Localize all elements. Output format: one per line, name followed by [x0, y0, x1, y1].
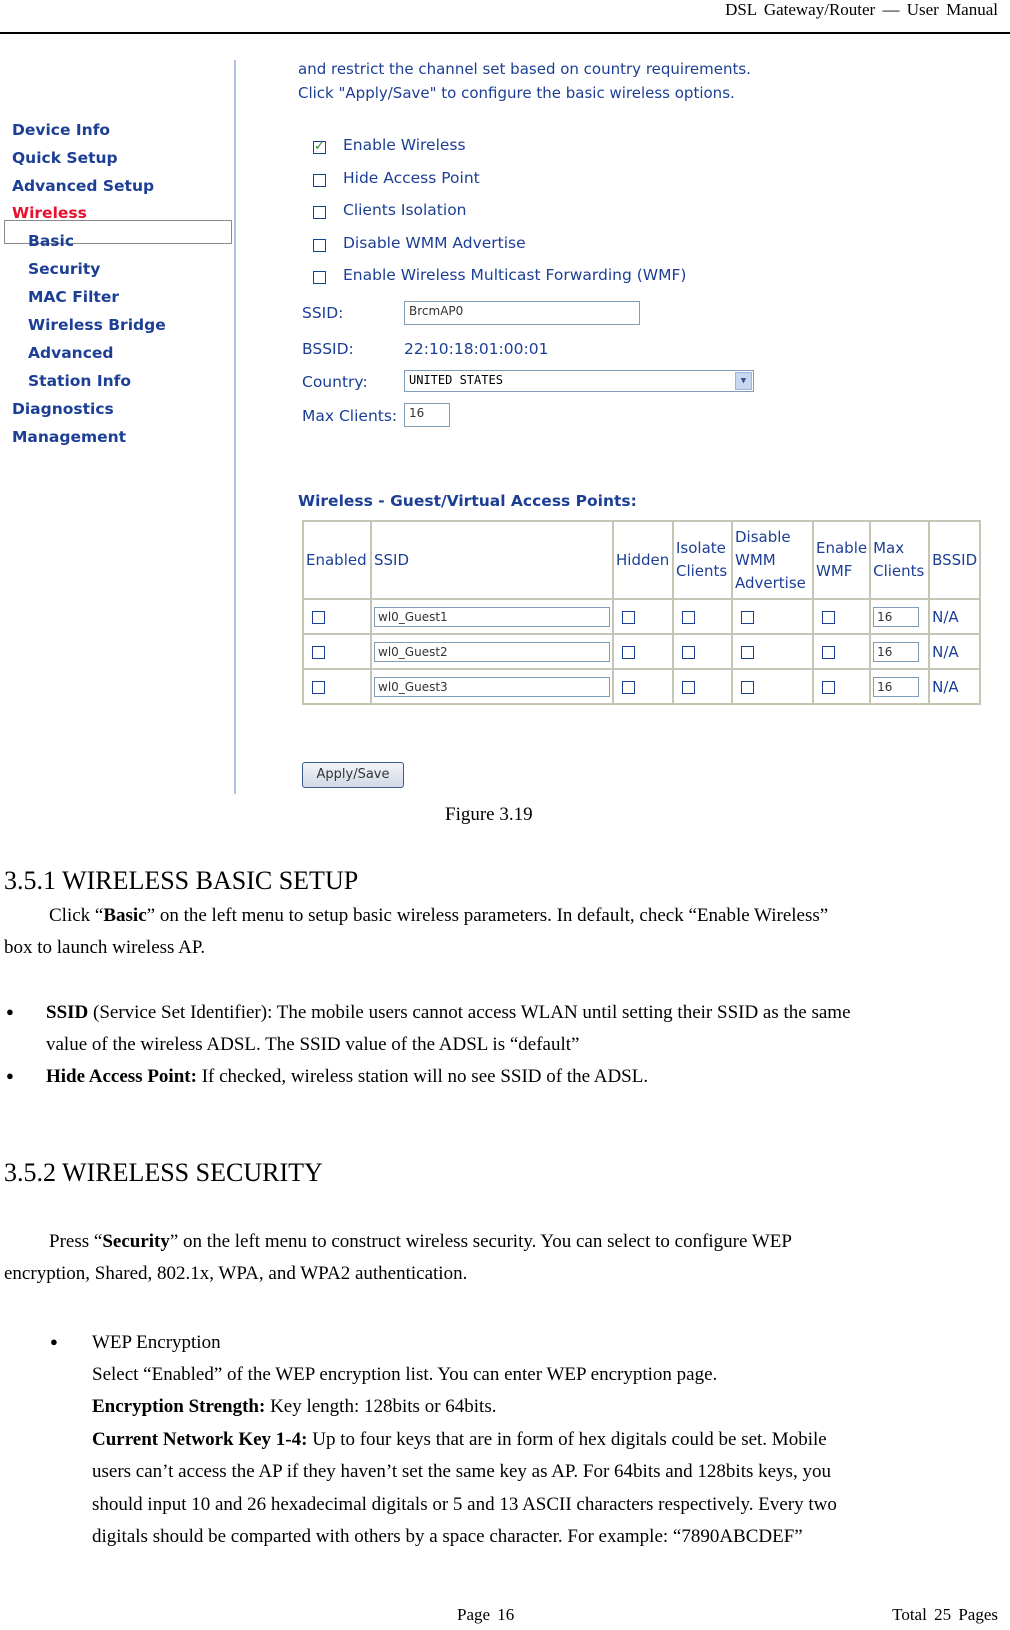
- row1-enabled-checkbox[interactable]: [312, 611, 325, 624]
- page-header: [0, 0, 1010, 34]
- row3-bssid: N/A: [929, 669, 980, 704]
- row1-isolate-checkbox[interactable]: [682, 611, 695, 624]
- row1-hidden-checkbox[interactable]: [622, 611, 635, 624]
- bssid-value: 22:10:18:01:00:01: [404, 340, 549, 358]
- enabled-cell: [303, 634, 371, 669]
- bullet-bold: Encryption Strength:: [92, 1396, 266, 1417]
- disable-wmm-cell: [732, 599, 813, 634]
- ssid-cell: [371, 669, 613, 704]
- nav-item-wireless-bridge[interactable]: Wireless Bridge: [28, 316, 166, 334]
- ssid-bullet: [46, 997, 851, 1029]
- section-heading-basic: 3.5.1 WIRELESS BASIC SETUP: [4, 866, 359, 895]
- table-header-row: [303, 521, 980, 599]
- wmf-cell: [813, 634, 870, 669]
- col-header-enabled: Enabled: [303, 521, 371, 599]
- para-text: Click “: [49, 905, 104, 926]
- row3-hidden-checkbox[interactable]: [622, 681, 635, 694]
- wep-title: WEP Encryption: [92, 1332, 221, 1353]
- nav-item-station-info[interactable]: Station Info: [28, 372, 132, 390]
- row2-wmf-checkbox[interactable]: [822, 646, 835, 659]
- security-paragraph-line2: encryption, Shared, 802.1x, WPA, and WPA2 authentication.: [4, 1263, 468, 1284]
- row1-disable-wmm-checkbox[interactable]: [741, 611, 754, 624]
- wep-strength: [92, 1391, 496, 1423]
- enable-wmf-label: Enable Wireless Multicast Forwarding (WMF): [343, 266, 687, 284]
- row2-hidden-checkbox[interactable]: [622, 646, 635, 659]
- col-header-isolate-clients: Isolate Clients: [673, 521, 732, 599]
- wep-key-line3: should input 10 and 26 hexadecimal digitals or 5 and 13 ASCII characters respectively. Every two: [92, 1494, 837, 1515]
- col-header-disable-wmm: Disable WMM Advertise: [732, 521, 813, 599]
- row1-ssid-input[interactable]: wl0_Guest1: [374, 607, 610, 627]
- chevron-down-icon[interactable]: ▼: [735, 372, 752, 390]
- disable-wmm-cell: [732, 634, 813, 669]
- nav-item-security[interactable]: Security: [28, 260, 101, 278]
- wep-key-line2: users can’t access the AP if they haven’t set the same key as AP. For 64bits and 128bits keys, you: [92, 1461, 831, 1482]
- col-header-bssid: BSSID: [929, 521, 980, 599]
- max-clients-input[interactable]: 16: [404, 403, 450, 427]
- wep-line1: Select “Enabled” of the WEP encryption list. You can enter WEP encryption page.: [92, 1364, 718, 1385]
- para-text: ” on the left menu to setup basic wireless parameters. In default, check “Enable Wireless”: [146, 905, 829, 926]
- bullet-icon: ●: [6, 1068, 14, 1083]
- max-cell: [870, 634, 929, 669]
- hidden-cell: [613, 599, 673, 634]
- bullet-icon: ●: [50, 1334, 58, 1349]
- basic-paragraph-line2: box to launch wireless AP.: [4, 937, 206, 958]
- nav-item-management[interactable]: Management: [12, 428, 127, 446]
- section-heading-security: 3.5.2 WIRELESS SECURITY: [4, 1158, 323, 1187]
- row3-wmf-checkbox[interactable]: [822, 681, 835, 694]
- bullet-bold: Current Network Key 1-4:: [92, 1429, 308, 1450]
- intro-text-line2: Click "Apply/Save" to configure the basic wireless options.: [298, 84, 735, 102]
- wep-key-line4: digitals should be comparted with others by a space character. For example: “7890ABCDEF”: [92, 1526, 803, 1547]
- clients-isolation-label: Clients Isolation: [343, 201, 467, 219]
- row1-wmf-checkbox[interactable]: [822, 611, 835, 624]
- wep-key: [92, 1424, 827, 1456]
- disable-wmm-label: Disable WMM Advertise: [343, 234, 526, 252]
- hide-ap-bullet: [46, 1061, 648, 1093]
- apply-save-button[interactable]: Apply/Save: [302, 762, 404, 788]
- table-row: [303, 634, 980, 669]
- enabled-cell: [303, 599, 371, 634]
- nav-item-mac-filter[interactable]: MAC Filter: [28, 288, 119, 306]
- bullet-text: If checked, wireless station will no see SSID of the ADSL.: [196, 1066, 649, 1087]
- col-header-max-clients: Max Clients: [870, 521, 929, 599]
- row3-max-clients-input[interactable]: 16: [873, 677, 919, 697]
- row3-disable-wmm-checkbox[interactable]: [741, 681, 754, 694]
- ssid-input[interactable]: BrcmAP0: [404, 301, 640, 325]
- row2-max-clients-input[interactable]: 16: [873, 642, 919, 662]
- para-bold: Basic: [103, 905, 147, 926]
- para-text: ” on the left menu to construct wireless security. You can select to configure WEP: [169, 1231, 792, 1252]
- para-bold: Security: [102, 1231, 170, 1252]
- wmf-cell: [813, 669, 870, 704]
- row3-ssid-input[interactable]: wl0_Guest3: [374, 677, 610, 697]
- clients-isolation-checkbox[interactable]: [313, 206, 326, 219]
- max-cell: [870, 669, 929, 704]
- isolate-cell: [673, 599, 732, 634]
- ssid-cell: [371, 599, 613, 634]
- router-screenshot: [0, 34, 1010, 798]
- nav-item-wireless[interactable]: Wireless: [12, 204, 87, 222]
- country-select[interactable]: [404, 370, 754, 392]
- nav-item-device-info[interactable]: Device Info: [12, 121, 111, 139]
- nav-item-basic[interactable]: Basic: [28, 232, 75, 250]
- hide-access-point-checkbox[interactable]: [313, 174, 326, 187]
- row2-disable-wmm-checkbox[interactable]: [741, 646, 754, 659]
- row2-bssid: N/A: [929, 634, 980, 669]
- row2-isolate-checkbox[interactable]: [682, 646, 695, 659]
- vap-section-title: Wireless - Guest/Virtual Access Points:: [298, 492, 637, 510]
- enable-wireless-label: Enable Wireless: [343, 136, 466, 154]
- nav-item-diagnostics[interactable]: Diagnostics: [12, 400, 114, 418]
- figure-caption: Figure 3.19: [445, 804, 533, 825]
- enable-wireless-checkbox[interactable]: [313, 141, 326, 154]
- enabled-cell: [303, 669, 371, 704]
- security-paragraph: [4, 1226, 994, 1258]
- row2-enabled-checkbox[interactable]: [312, 646, 325, 659]
- bullet-text: Key length: 128bits or 64bits.: [265, 1396, 497, 1417]
- total-pages: Total 25 Pages: [892, 1605, 998, 1624]
- nav-divider: [234, 60, 236, 794]
- hidden-cell: [613, 669, 673, 704]
- vap-table: [302, 520, 981, 705]
- nav-item-advanced-setup[interactable]: Advanced Setup: [12, 177, 155, 195]
- nav-item-quick-setup[interactable]: Quick Setup: [12, 149, 118, 167]
- max-cell: [870, 599, 929, 634]
- table-row: [303, 669, 980, 704]
- bssid-label: BSSID:: [302, 340, 354, 358]
- ssid-cell: [371, 634, 613, 669]
- bullet-text: Up to four keys that are in form of hex digitals could be set. Mobile: [307, 1429, 827, 1450]
- col-header-hidden: Hidden: [613, 521, 673, 599]
- wmf-cell: [813, 599, 870, 634]
- basic-paragraph: [4, 900, 994, 932]
- nav-item-advanced[interactable]: Advanced: [28, 344, 114, 362]
- enable-wmf-checkbox[interactable]: [313, 271, 326, 284]
- bullet-icon: ●: [6, 1004, 14, 1019]
- row2-ssid-input[interactable]: wl0_Guest2: [374, 642, 610, 662]
- isolate-cell: [673, 634, 732, 669]
- intro-text-line1: and restrict the channel set based on country requirements.: [298, 60, 751, 78]
- row3-enabled-checkbox[interactable]: [312, 681, 325, 694]
- hide-access-point-label: Hide Access Point: [343, 169, 480, 187]
- bullet-text: (Service Set Identifier): The mobile users cannot access WLAN until setting their SSID as the same: [88, 1002, 851, 1023]
- disable-wmm-checkbox[interactable]: [313, 239, 326, 252]
- table-row: [303, 599, 980, 634]
- row3-isolate-checkbox[interactable]: [682, 681, 695, 694]
- hidden-cell: [613, 634, 673, 669]
- bullet-bold: SSID: [46, 1002, 89, 1023]
- col-header-enable-wmf: Enable WMF: [813, 521, 870, 599]
- para-text: Press “: [49, 1231, 103, 1252]
- ssid-bullet-line2: value of the wireless ADSL. The SSID value of the ADSL is “default”: [46, 1034, 580, 1055]
- bullet-bold: Hide Access Point:: [46, 1066, 197, 1087]
- country-label: Country:: [302, 373, 368, 391]
- country-select-value: UNITED STATES: [409, 373, 503, 387]
- row1-bssid: N/A: [929, 599, 980, 634]
- page-number: Page 16: [457, 1605, 515, 1624]
- disable-wmm-cell: [732, 669, 813, 704]
- max-clients-label: Max Clients:: [302, 407, 398, 425]
- ssid-label: SSID:: [302, 304, 344, 322]
- row1-max-clients-input[interactable]: 16: [873, 607, 919, 627]
- manual-title: DSL Gateway/Router — User Manual: [725, 0, 998, 19]
- col-header-ssid: SSID: [371, 521, 613, 599]
- isolate-cell: [673, 669, 732, 704]
